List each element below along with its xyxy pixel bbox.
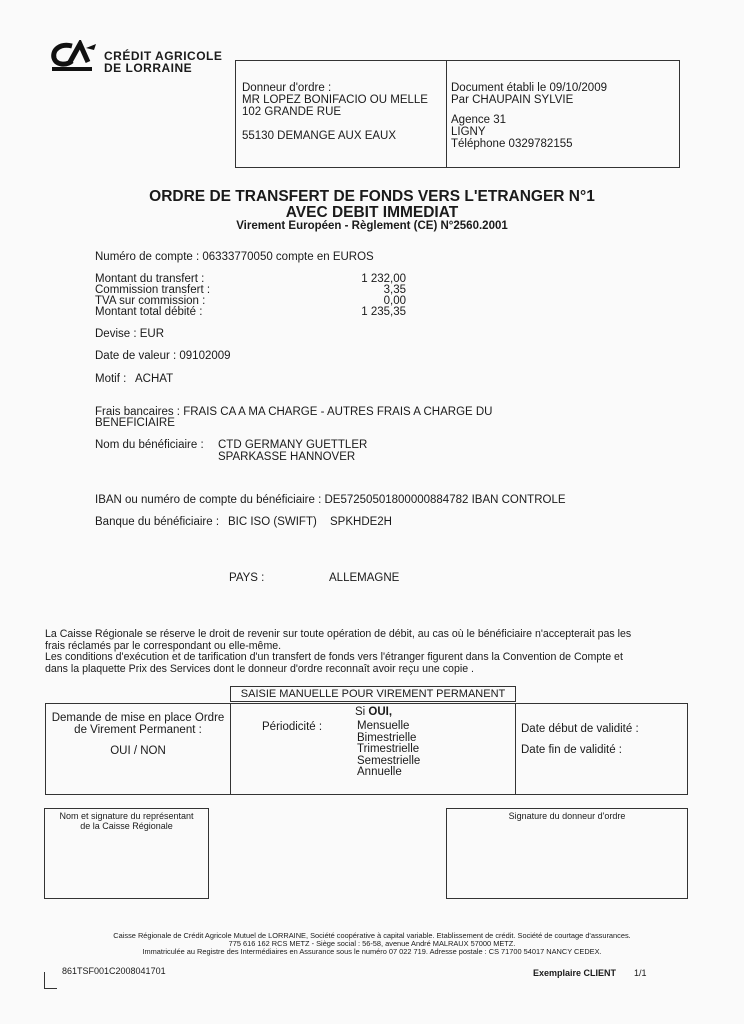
bank-logo — [50, 40, 240, 76]
periodicite-option[interactable]: Mensuelle — [357, 720, 410, 732]
credit-agricole-logo-icon — [50, 40, 100, 74]
donneur-block — [242, 82, 428, 142]
footer-line: Immatriculée au Registre des Intermédiaires en Assurance sous le numéro 07 022 719. Adresse postale : CS 71700 54017 NANCY CEDEX. — [142, 947, 602, 956]
legal-line: frais réclamés par le correspondant ou elle-même. — [45, 639, 282, 652]
country-value: ALLEMAGNE — [329, 572, 400, 584]
corner-mark — [44, 972, 57, 989]
periodicite-option[interactable]: Semestrielle — [357, 754, 421, 767]
fees-line: Frais bancaires : FRAIS CA A MA CHARGE - AUTRES FRAIS A CHARGE DU — [95, 406, 493, 418]
column-divider — [515, 704, 516, 794]
document-line: LIGNY — [451, 126, 486, 138]
donneur-line: 102 GRANDE RUE — [242, 106, 342, 118]
demande-label — [46, 712, 230, 736]
country-label: PAYS : — [229, 572, 265, 584]
donneur-line: 55130 DEMANGE AUX EAUX — [242, 130, 397, 142]
representative-signature-label — [45, 811, 208, 831]
donneur-line: MR LOPEZ BONIFACIO OU MELLE — [242, 94, 428, 106]
document-line — [451, 106, 607, 114]
page-title-line-2: AVEC DEBIT IMMEDIAT — [285, 204, 459, 221]
client-signature-label: Signature du donneur d'ordre — [508, 811, 626, 821]
beneficiary-bank: SPARKASSE HANNOVER — [218, 451, 356, 463]
document-reference: 861TSF001C2008041701 — [62, 966, 166, 976]
column-divider — [230, 704, 231, 794]
demande-line: Demande de mise en place Ordre — [51, 712, 225, 724]
donneur-line: Donneur d'ordre : — [242, 82, 332, 94]
page-number: 1/1 — [634, 968, 647, 978]
periodicite-option[interactable]: Bimestrielle — [357, 731, 417, 744]
beneficiary-name: CTD GERMANY GUETTLER — [218, 439, 368, 451]
legal-text — [45, 629, 695, 675]
sig-label-line: Nom et signature du représentant — [59, 811, 194, 821]
logo-line-1: CRÉDIT AGRICOLE — [104, 49, 223, 63]
document-line: Agence 31 — [451, 114, 506, 126]
si-oui-bold: OUI, — [368, 706, 393, 718]
beneficiary-label: Nom du bénéficiaire : — [95, 439, 204, 451]
header-box — [235, 60, 680, 168]
bic-label: BIC ISO (SWIFT) — [228, 516, 317, 528]
footer-line: Caisse Régionale de Crédit Agricole Mutuel de LORRAINE, Société coopérative à capital variable. Etablissement de crédit. Société de courtage d'assurances. — [113, 931, 631, 940]
bic-value: SPKHDE2H — [330, 516, 392, 528]
periodicite-option[interactable]: Annuelle — [357, 766, 402, 778]
legal-line: dans la plaquette Prix des Services dont le donneur d'ordre reconnaît avoir reçu une copie . — [45, 662, 474, 675]
document-line: Document établi le 09/10/2009 — [451, 82, 607, 94]
logo-line-2: DE LORRAINE — [104, 61, 193, 75]
amount-label: Commission transfert : — [95, 284, 211, 296]
amount-value: 1 235,35 — [361, 306, 406, 318]
page-subtitle: Virement Européen - Règlement (CE) N°2560.2001 — [236, 220, 508, 232]
donneur-line — [242, 118, 428, 130]
legal-line: La Caisse Régionale se réserve le droit de revenir sur toute opération de débit, au cas où le bénéficiaire n'accepterait pas les — [45, 628, 632, 640]
account-number: Numéro de compte : 06333770050 compte en EUROS — [95, 251, 374, 263]
iban-line: IBAN ou numéro de compte du bénéficiaire : DE57250501800000884782 IBAN CONTROLE — [95, 494, 566, 506]
periodicite-option[interactable]: Trimestrielle — [357, 743, 420, 755]
amount-value: 0,00 — [383, 295, 406, 307]
client-signature-box[interactable] — [446, 808, 688, 899]
permanent-transfer-header: SAISIE MANUELLE POUR VIREMENT PERMANENT — [230, 686, 516, 702]
motif-label: Motif : — [95, 373, 127, 385]
periodicite-list — [357, 721, 420, 779]
legal-line: Les conditions d'exécution et de tarification d'un transfert de fonds vers l'étranger figurent dans la Convention de Compte et — [45, 651, 623, 663]
footer-line: 775 616 162 RCS METZ - Siège social : 56-58, avenue André MALRAUX 57000 METZ. — [228, 939, 516, 948]
fees-line: BENEFICIAIRE — [95, 417, 175, 429]
document-line: Par CHAUPAIN SYLVIE — [451, 94, 574, 106]
header-divider — [446, 61, 447, 167]
end-date-label[interactable]: Date fin de validité : — [521, 744, 623, 756]
amount-value: 3,35 — [383, 284, 406, 296]
representative-signature-box[interactable] — [44, 808, 209, 899]
demande-line: de Virement Permanent : — [74, 724, 202, 736]
si-oui-label — [355, 706, 392, 718]
copy-label: Exemplaire CLIENT — [533, 968, 617, 978]
document-block — [451, 82, 607, 150]
sig-label-line: de la Caisse Régionale — [80, 821, 173, 831]
motif-value: ACHAT — [135, 373, 174, 385]
page-title: ORDRE DE TRANSFERT DE FONDS VERS L'ETRANGER N°1 — [149, 188, 595, 205]
amount-label: Montant total débité : — [95, 306, 203, 318]
periodicite-label: Périodicité : — [262, 721, 323, 733]
amount-label: Montant du transfert : — [95, 273, 205, 285]
start-date-label[interactable]: Date début de validité : — [521, 723, 639, 735]
si-prefix: Si — [355, 706, 369, 718]
currency: Devise : EUR — [95, 328, 165, 340]
document-line: Téléphone 0329782155 — [451, 138, 573, 150]
amount-value: 1 232,00 — [361, 273, 406, 285]
permanent-transfer-box — [45, 703, 688, 795]
value-date: Date de valeur : 09102009 — [95, 350, 231, 362]
bank-label: Banque du bénéficiaire : — [95, 516, 220, 528]
amount-label: TVA sur commission : — [95, 295, 206, 307]
oui-non-option[interactable]: OUI / NON — [110, 745, 166, 757]
